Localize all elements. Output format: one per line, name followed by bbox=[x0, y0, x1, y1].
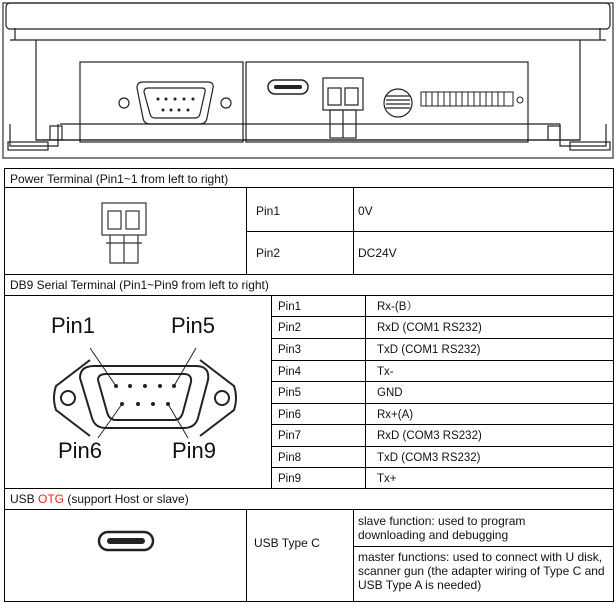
device-back-panel-drawing bbox=[0, 0, 616, 170]
power-row-1-value: 0V bbox=[358, 204, 373, 218]
power-row-2-pin: Pin2 bbox=[256, 246, 281, 260]
db9-row-9-pin: Pin9 bbox=[278, 473, 302, 485]
db9-row-2-value: RxD (COM1 RS232) bbox=[377, 322, 482, 334]
db9-label-pin6: Pin6 bbox=[58, 438, 103, 463]
power-row-2-value: DC24V bbox=[358, 246, 397, 260]
db9-row-5-pin: Pin5 bbox=[278, 387, 302, 399]
db9-row-6-pin: Pin6 bbox=[278, 409, 302, 421]
usb-c-icon bbox=[97, 530, 157, 554]
db9-connector-diagram bbox=[50, 340, 260, 490]
db9-row-5-value: GND bbox=[377, 387, 403, 399]
db9-row-6-value: Rx+(A) bbox=[377, 409, 414, 421]
db9-row-1-pin: Pin1 bbox=[278, 301, 302, 313]
power-row-1-pin: Pin1 bbox=[256, 204, 281, 218]
panel-dip-switch bbox=[421, 92, 523, 106]
db9-row-8-value: TxD (COM3 RS232) bbox=[377, 452, 481, 464]
usb-header-prefix: USB bbox=[10, 492, 39, 506]
db9-row-2-pin: Pin2 bbox=[278, 322, 302, 334]
db9-row-3-value: TxD (COM1 RS232) bbox=[377, 344, 481, 356]
db9-row-4-pin: Pin4 bbox=[278, 366, 302, 378]
power-terminal-icon bbox=[96, 197, 156, 267]
db9-row-7-pin: Pin7 bbox=[278, 430, 302, 442]
panel-dial bbox=[384, 89, 412, 117]
usb-header-suffix: (support Host or slave) bbox=[64, 492, 189, 506]
db9-row-9-value: Tx+ bbox=[377, 473, 397, 485]
panel-db9-connector bbox=[119, 82, 231, 124]
db9-row-4-value: Tx- bbox=[377, 366, 394, 378]
db9-row-3-pin: Pin3 bbox=[278, 344, 302, 356]
usb-otg-header bbox=[10, 492, 189, 506]
usb-slave-desc: slave function: used to program downloading and debugging bbox=[358, 514, 526, 542]
db9-row-7-value: RxD (COM3 RS232) bbox=[377, 430, 482, 442]
db9-label-pin1: Pin1 bbox=[51, 313, 96, 338]
db9-row-1-value: Rx-(B） bbox=[377, 301, 418, 313]
power-terminal-header: Power Terminal (Pin1~1 from left to right) bbox=[10, 172, 229, 186]
usb-master-desc: master functions: used to connect with U disk, scanner gun (the adapter wiring of Type C and USB Type A is needed) bbox=[358, 550, 605, 592]
db9-label-pin5: Pin5 bbox=[171, 313, 216, 338]
usb-header-otg: OTG bbox=[38, 492, 65, 506]
db9-header: DB9 Serial Terminal (Pin1~Pin9 from left to right) bbox=[10, 278, 269, 292]
db9-row-8-pin: Pin8 bbox=[278, 452, 302, 464]
usb-type-label: USB Type C bbox=[254, 536, 320, 550]
db9-label-pin9: Pin9 bbox=[172, 438, 217, 463]
panel-power-terminal bbox=[323, 78, 363, 138]
